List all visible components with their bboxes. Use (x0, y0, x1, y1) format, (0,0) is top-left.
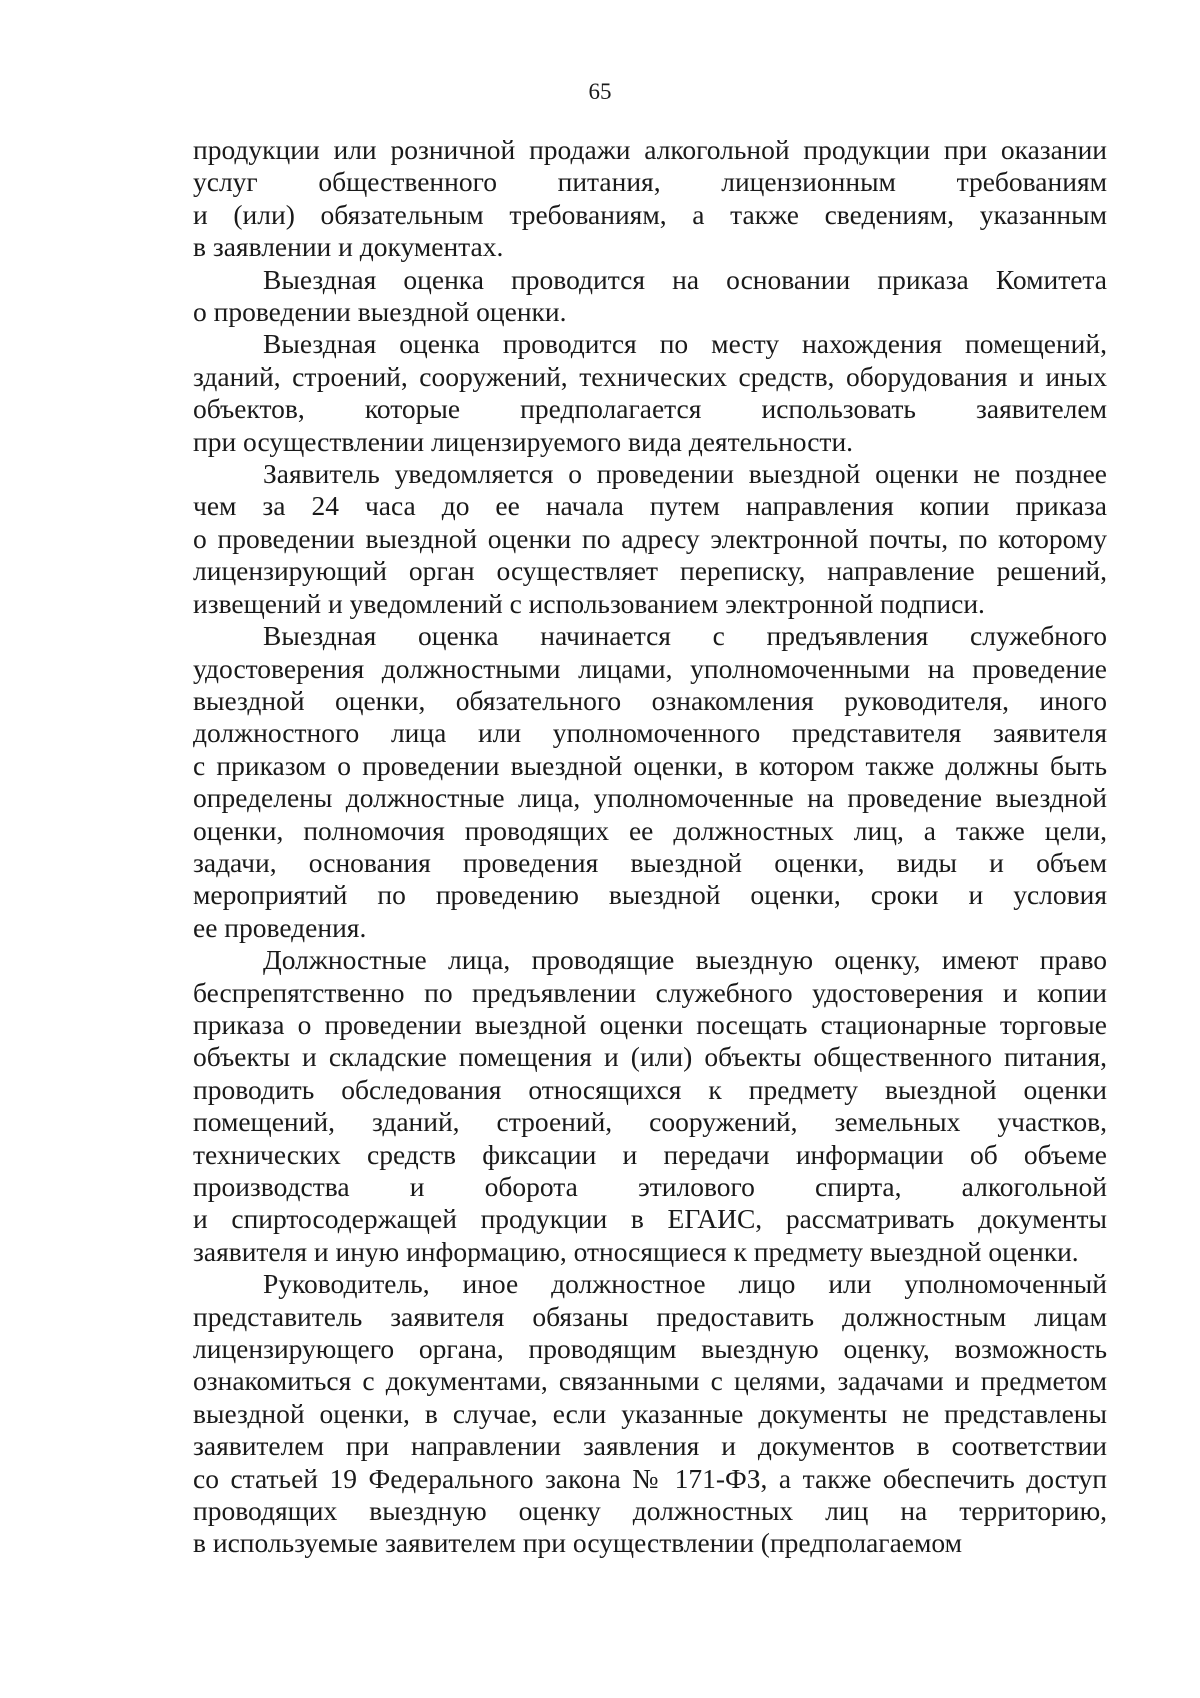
text-line: Руководитель, иное должностное лицо или уполномоченный (263, 1268, 1107, 1300)
text-line: лицензирующий орган осуществляет переписку, направление решений, (193, 555, 1107, 587)
text-line: выездной оценки, обязательного ознакомления руководителя, иного (193, 684, 1107, 716)
text-line: технических средств фиксации и передачи информации об объеме (193, 1138, 1107, 1170)
text-line: объекты и складские помещения и (или) объекты общественного питания, (193, 1041, 1107, 1073)
text-line: и (или) обязательным требованиям, а также сведениям, указанным (193, 198, 1107, 230)
text-line: производства и оборота этилового спирта, алкогольной (193, 1171, 1107, 1202)
text-line: определены должностные лица, уполномоченные на проведение выездной (193, 782, 1107, 814)
paragraph (193, 620, 1107, 944)
paragraph (193, 1268, 1107, 1560)
text-line: извещений и уведомлений с использованием электронной подписи. (193, 587, 985, 619)
text-line: приказа о проведении выездной оценки посещать стационарные торговые (193, 1008, 1107, 1040)
text-line: в используемые заявителем при осуществлении (предполагаемом (193, 1527, 963, 1559)
paragraph (193, 264, 1107, 329)
text-line: должностного лица или уполномоченного представителя заявителя (193, 717, 1107, 749)
text-line: ознакомиться с документами, связанными с целями, задачами и предметом (193, 1365, 1107, 1397)
paragraph (193, 134, 1107, 264)
text-line: заявителя и иную информацию, относящиеся к предмету выездной оценки. (193, 1235, 1079, 1267)
text-line: ее проведения. (193, 911, 367, 943)
text-line: беспрепятственно по предъявлении служебного удостоверения и копии (193, 976, 1107, 1008)
text-line: Выездная оценка начинается с предъявления служебного (263, 620, 1107, 652)
text-line: со статьей 19 Федерального закона № 171-ФЗ, а также обеспечить доступ (193, 1462, 1107, 1494)
text-line: проводить обследования относящихся к предмету выездной оценки (193, 1073, 1107, 1105)
text-line: в заявлении и документах. (193, 231, 504, 263)
text-line: заявителем при направлении заявления и документов в соответствии (193, 1430, 1107, 1462)
text-line: оценки, полномочия проводящих ее должностных лиц, а также цели, (193, 814, 1107, 846)
paragraph (193, 328, 1107, 458)
text-line: помещений, зданий, строений, сооружений, земельных участков, (193, 1106, 1107, 1138)
text-line: Выездная оценка проводится по месту нахождения помещений, (263, 328, 1107, 360)
text-line: удостоверения должностными лицами, уполномоченными на проведение (193, 652, 1107, 684)
text-line: и спиртосодержащей продукции в ЕГАИС, рассматривать документы (193, 1203, 1107, 1235)
text-line: проводящих выездную оценку должностных лиц на территорию, (193, 1495, 1107, 1527)
text-line: представитель заявителя обязаны предоставить должностным лицам (193, 1300, 1107, 1332)
text-line: выездной оценки, в случае, если указанные документы не представлены (193, 1397, 1107, 1429)
paragraph (193, 944, 1107, 1268)
text-line: лицензирующего органа, проводящим выездную оценку, возможность (193, 1333, 1107, 1365)
text-line: объектов, которые предполагается использовать заявителем (193, 393, 1107, 425)
text-line: при осуществлении лицензируемого вида деятельности. (193, 425, 854, 457)
text-line: задачи, основания проведения выездной оценки, виды и объем (193, 846, 1107, 878)
paragraph (193, 458, 1107, 620)
body-text (193, 134, 1107, 1560)
page-number: 65 (588, 79, 612, 104)
text-line: продукции или розничной продажи алкогольной продукции при оказании (193, 134, 1107, 165)
text-line: с приказом о проведении выездной оценки, в котором также должны быть (193, 749, 1107, 781)
text-line: Заявитель уведомляется о проведении выездной оценки не позднее (263, 458, 1107, 490)
text-line: Должностные лица, проводящие выездную оценку, имеют право (263, 944, 1107, 976)
text-line: о проведении выездной оценки по адресу электронной почты, по которому (193, 522, 1107, 554)
text-line: зданий, строений, сооружений, технических средств, оборудования и иных (193, 360, 1107, 392)
text-line: о проведении выездной оценки. (193, 296, 567, 328)
text-line: Выездная оценка проводится на основании приказа Комитета (263, 263, 1107, 295)
text-line: чем за 24 часа до ее начала путем направления копии приказа (193, 490, 1107, 522)
text-line: услуг общественного питания, лицензионным требованиям (193, 166, 1107, 198)
text-line: мероприятий по проведению выездной оценки, сроки и условия (193, 879, 1107, 911)
